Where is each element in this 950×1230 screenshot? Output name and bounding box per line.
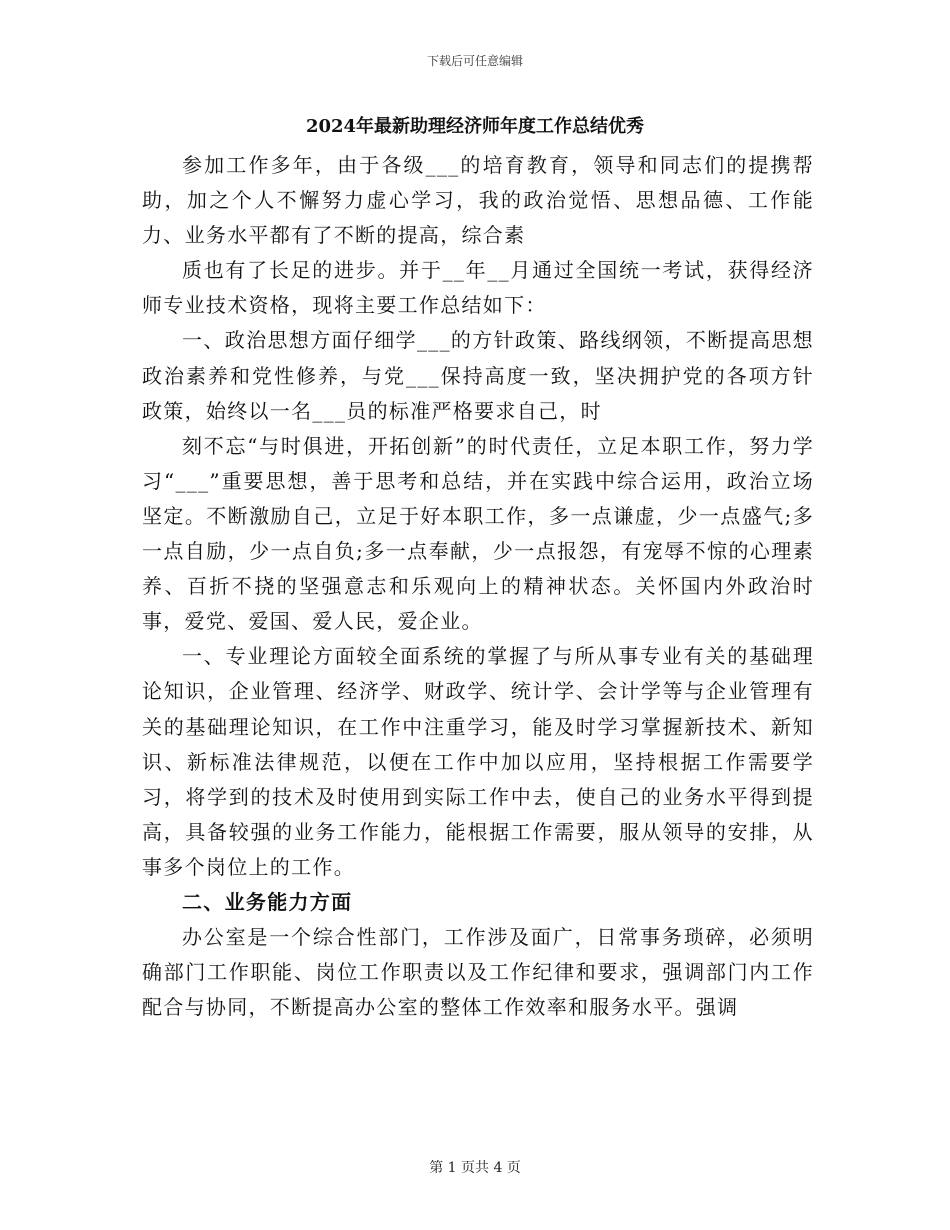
paragraph-political-thought: 一、政治思想方面仔细学___的方针政策、路线纲领，不断提高思想政治素养和党性修养，与党___保持高度一致，坚决拥护党的各项方针政策，始终以一名___员的标准严格要求自己，时 [142, 328, 814, 423]
paragraph-professional-theory: 一、专业理论方面较全面系统的掌握了与所从事专业有关的基础理论知识，企业管理、经济学、财政学、统计学、会计学等与企业管理有关的基础理论知识，在工作中注重学习，能及时学习掌握新技术、新知识、新标准法律规范，以便在工作中加以应用，坚持根据工作需要学习，将学到的技术及时使用到实际工作中去，使自己的业务水平得到提高，具备较强的业务工作能力，能根据工作需要，服从领导的安排，从事多个岗位上的工作。 [142, 644, 814, 879]
document-body [142, 148, 814, 1025]
paragraph-political-thought-continued: 刻不忘“与时俱进，开拓创新”的时代责任，立足本职工作，努力学习“___”重要思想，善于思考和总结，并在实践中综合运用，政治立场坚定。不断激励自己，立足于好本职工作，多一点谦虚，少一点盛气;多一点自励，少一点自负;多一点奉献，少一点报怨，有宠辱不惊的心理素养、百折不挠的坚强意志和乐观向上的精神状态。关怀国内外政治时事，爱党、爱国、爱人民，爱企业。 [142, 433, 814, 634]
document-title: 2024年最新助理经济师年度工作总结优秀 [305, 116, 645, 137]
page-number: 第 1 页共 4 页 [429, 1160, 521, 1176]
paragraph-intro-continued: 质也有了长足的进步。并于__年__月通过全国统一考试，获得经济师专业技术资格，现将主要工作总结如下： [142, 258, 814, 318]
header-note: 下载后可任意编辑 [426, 54, 523, 68]
paragraph-office-work: 办公室是一个综合性部门，工作涉及面广，日常事务琐碎，必须明确部门工作职能、岗位工作职责以及工作纪律和要求，强调部门内工作配合与协同，不断提高办公室的整体工作效率和服务水平。强调 [142, 925, 814, 1020]
section-heading-business-ability: 二、业务能力方面 [182, 889, 353, 914]
paragraph-intro: 参加工作多年，由于各级___的培育教育，领导和同志们的提携帮助，加之个人不懈努力虚心学习，我的政治觉悟、思想品德、工作能力、业务水平都有了不断的提高，综合素 [142, 153, 814, 248]
